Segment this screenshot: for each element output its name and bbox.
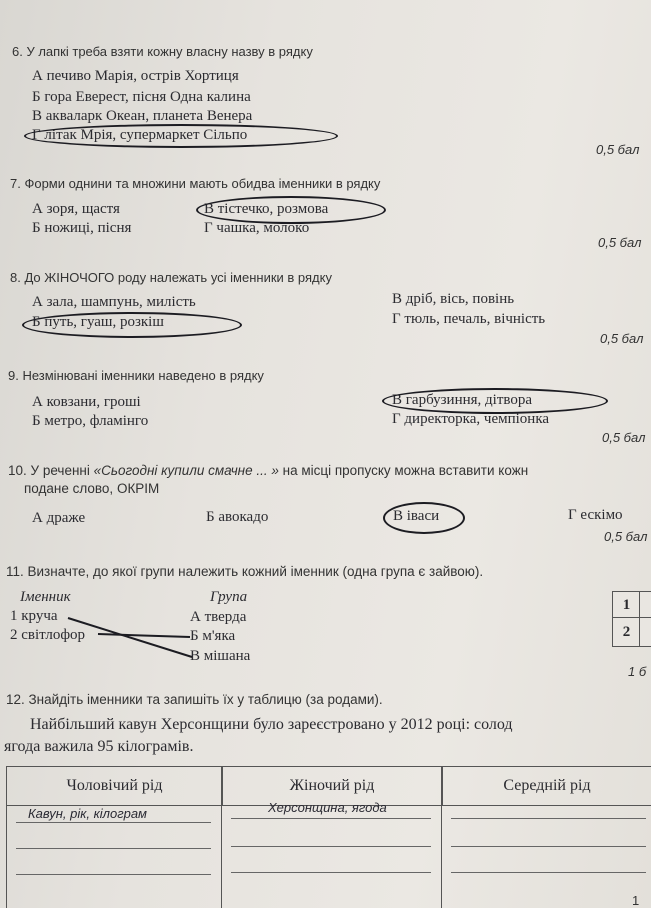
q11-score: 1 б (628, 664, 647, 679)
q6-option-c[interactable]: В акваларк Океан, планета Венера (32, 108, 253, 124)
q9-option-d[interactable]: Г директорка, чемпіонка (392, 411, 550, 427)
answer-grid-blank-1[interactable] (639, 591, 651, 619)
q6-option-d[interactable]: Г літак Мрія, супермаркет Сільпо (32, 127, 248, 143)
q11-noun-1: 1 круча (10, 608, 58, 624)
q10-option-a[interactable]: А драже (32, 510, 86, 526)
match-line-1 (68, 618, 192, 657)
writing-line (231, 818, 431, 819)
q7-score: 0,5 бал (598, 235, 642, 250)
answer-grid-blank-2[interactable] (639, 617, 651, 647)
q10-option-b[interactable]: Б авокадо (206, 509, 269, 525)
q10-option-c[interactable]: В іваси (393, 508, 440, 524)
writing-line (16, 822, 211, 823)
q9-text: 9. Незмінювані іменники наведено в рядку (8, 368, 264, 383)
writing-line (16, 848, 211, 849)
q8-option-a[interactable]: А зала, шампунь, милість (32, 294, 196, 310)
q10-score: 0,5 бал (604, 529, 648, 544)
answer-feminine[interactable]: Херсонщина, ягода (268, 800, 387, 815)
q8-option-d[interactable]: Г тюль, печаль, вічність (392, 311, 546, 327)
q11-col-noun: Іменник (20, 589, 71, 605)
answer-masculine[interactable]: Кавун, рік, кілограм (28, 806, 147, 821)
q12-sentence-line1: Найбільший кавун Херсонщини було зареєстровано у 2012 році: солод (30, 716, 513, 733)
answer-grid-cell-1: 1 (612, 591, 641, 619)
col-neuter: Середній рід (441, 766, 651, 806)
q6-option-b[interactable]: Б гора Еверест, пісня Одна калина (32, 89, 251, 105)
q8-option-c[interactable]: В дріб, вісь, повінь (392, 291, 515, 307)
q11-col-group: Група (210, 589, 248, 605)
page-number: 1 (632, 893, 640, 908)
q8-score: 0,5 бал (600, 331, 644, 346)
writing-line (451, 846, 646, 847)
q6-option-a[interactable]: А печиво Марія, острів Хортиця (32, 68, 239, 84)
q7-option-a[interactable]: А зоря, щастя (32, 201, 120, 217)
q10-text: 10. У реченні «Сьогодні купили смачне ... » на місці пропуску можна вставити кожн (8, 463, 529, 478)
writing-line (451, 818, 646, 819)
answer-grid-cell-2: 2 (612, 617, 641, 647)
q7-option-d[interactable]: Г чашка, молоко (204, 220, 310, 236)
q10-option-d[interactable]: Г ескімо (568, 507, 623, 523)
col-divider (441, 804, 442, 908)
q11-group-c: В мішана (190, 648, 251, 664)
writing-line (231, 872, 431, 873)
q6-score: 0,5 бал (596, 142, 640, 157)
q12-sentence-line2: ягода важила 95 кілограмів. (4, 738, 194, 755)
writing-line (16, 874, 211, 875)
col-masculine: Чоловічий рід (6, 766, 223, 806)
writing-line (231, 846, 431, 847)
q11-text: 11. Визначте, до якої групи належить кожний іменник (одна група є зайвою). (6, 564, 484, 579)
q7-option-c[interactable]: В тістечко, розмова (204, 201, 329, 217)
q9-option-b[interactable]: Б метро, фламінго (32, 413, 149, 429)
q9-score: 0,5 бал (602, 430, 646, 445)
q11-group-b: Б м'яка (190, 628, 236, 644)
q9-option-c[interactable]: В гарбузиння, дітвора (392, 392, 533, 408)
q10-text-line2: подане слово, ОКРІМ (24, 481, 160, 496)
col-divider (221, 804, 222, 908)
q7-text: 7. Форми однини та множини мають обидва іменники в рядку (10, 176, 381, 191)
gender-table (6, 766, 651, 908)
q9-option-a[interactable]: А ковзани, гроші (32, 394, 141, 410)
col-feminine: Жіночий рід (221, 766, 443, 806)
q11-noun-2: 2 світлофор (10, 627, 86, 643)
match-line-2 (98, 634, 190, 637)
q6-text: 6. У лапкі треба взяти кожну власну назву в рядку (12, 44, 313, 59)
q8-option-b[interactable]: Б путь, гуаш, розкіш (32, 314, 164, 330)
q7-option-b[interactable]: Б ножиці, пісня (32, 220, 132, 236)
q12-text: 12. Знайдіть іменники та запишіть їх у таблицю (за родами). (6, 692, 383, 707)
q8-text: 8. До ЖІНОЧОГО роду належать усі іменники в рядку (10, 270, 332, 285)
q11-group-a: А тверда (190, 609, 247, 625)
writing-line (451, 872, 646, 873)
